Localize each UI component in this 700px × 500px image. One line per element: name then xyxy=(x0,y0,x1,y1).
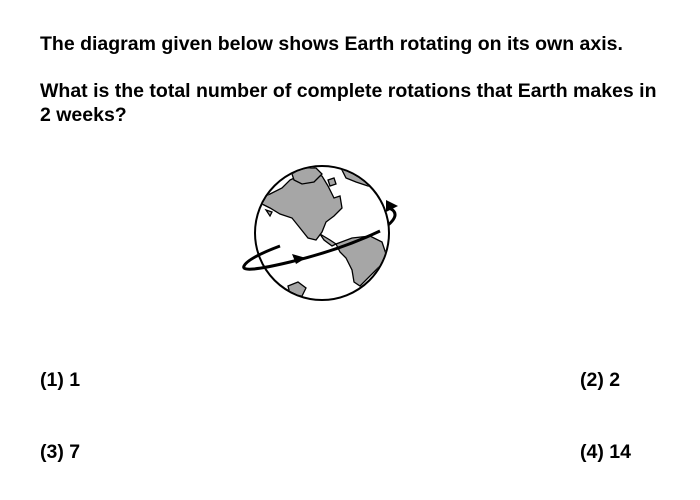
option-4[interactable]: (4) 14 xyxy=(580,441,631,463)
intro-text: The diagram given below shows Earth rotating on its own axis. xyxy=(40,33,623,55)
option-2[interactable]: (2) 2 xyxy=(580,369,621,391)
option-1[interactable]: (1) 1 xyxy=(40,369,81,391)
question-text: What is the total number of complete rotations that Earth makes in 2 weeks? xyxy=(40,80,657,126)
earth-rotation-icon xyxy=(230,158,430,308)
option-3[interactable]: (3) 7 xyxy=(40,441,81,463)
